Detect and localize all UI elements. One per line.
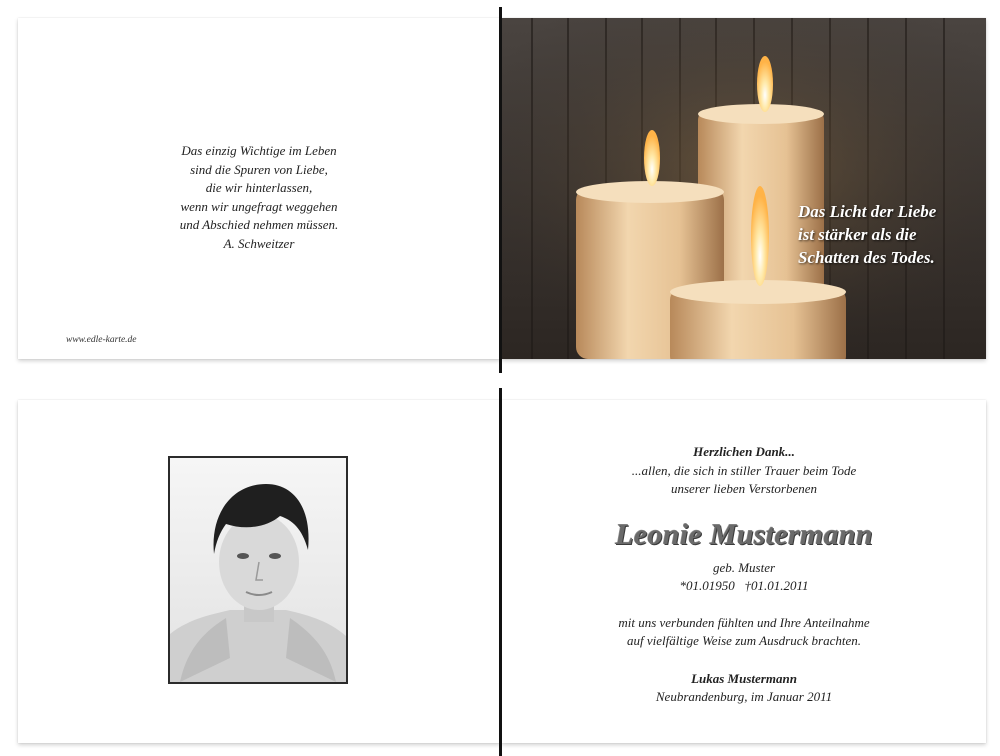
card-front-left-panel xyxy=(18,18,500,359)
quote-line: die wir hinterlassen, xyxy=(205,180,313,195)
thanks-heading: Herzlichen Dank... xyxy=(693,444,795,459)
portrait-photo xyxy=(168,456,348,684)
birth-name: geb. Muster xyxy=(712,560,776,575)
card-inside-left-panel xyxy=(18,400,500,743)
signer-name: Lukas Mustermann xyxy=(691,671,797,686)
thanks-text-line: mit uns verbunden fühlten und Ihre Anteilnahme xyxy=(618,615,870,630)
quote-line: Das einzig Wichtige im Leben xyxy=(181,143,337,158)
fold-divider xyxy=(499,7,502,373)
thanks-text-line: auf vielfältige Weise zum Ausdruck brachten. xyxy=(627,633,861,648)
quote-line: sind die Spuren von Liebe, xyxy=(190,161,328,177)
deceased-name: Leonie Mustermann xyxy=(615,518,873,551)
place-date: Neubrandenburg, im Januar 2011 xyxy=(655,689,833,704)
candle-quote-line: Das Licht der Liebe xyxy=(798,202,937,221)
website-credit: www.edle-karte.de xyxy=(66,335,137,345)
quote-author: A. Schweitzer xyxy=(223,235,295,251)
life-dates: *01.01950 †01.01.2011 xyxy=(679,578,809,593)
thanks-text-line: unserer lieben Verstorbenen xyxy=(670,481,818,496)
quote-line: wenn wir ungefragt weggehen xyxy=(180,198,338,214)
candle-quote-line: ist stärker als die xyxy=(798,225,917,244)
quote-block xyxy=(18,142,500,253)
card-front-right-panel xyxy=(502,18,986,359)
card-inside-right-panel xyxy=(502,400,986,743)
thanks-text-line: ...allen, die sich in stiller Trauer beim Tode xyxy=(631,463,857,478)
fold-divider xyxy=(499,388,502,756)
candles-photo xyxy=(502,18,986,359)
quote-line: und Abschied nehmen müssen. xyxy=(179,217,339,232)
candle-quote-line: Schatten des Todes. xyxy=(798,248,935,267)
candle-quote xyxy=(798,200,936,269)
